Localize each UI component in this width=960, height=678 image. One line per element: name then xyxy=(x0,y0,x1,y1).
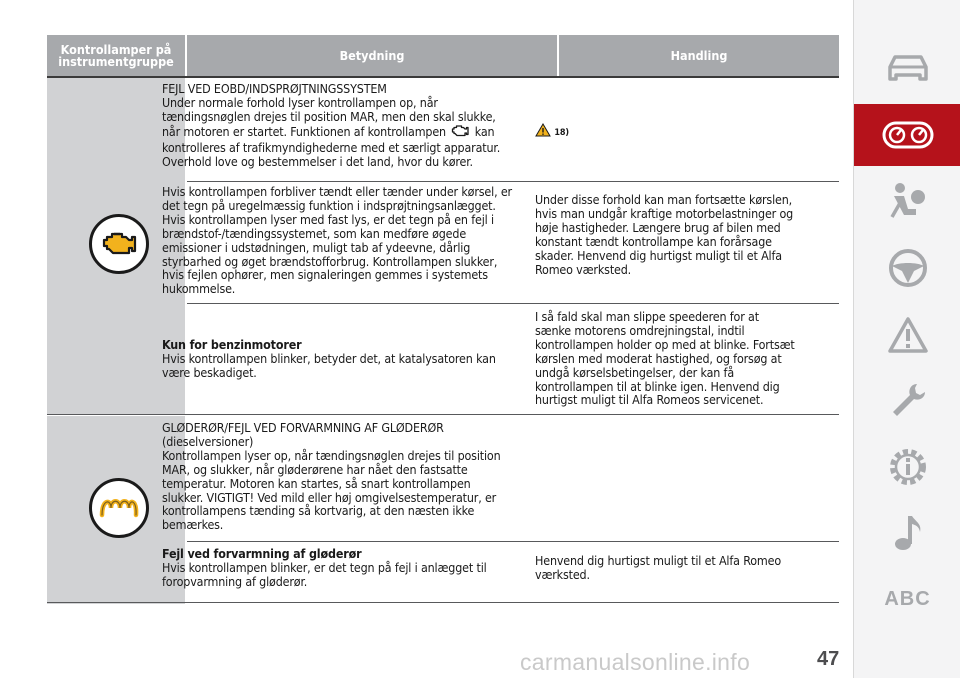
header-warning-lights: Kontrollamper på instrumentgruppe xyxy=(47,35,185,77)
row-divider xyxy=(187,541,839,542)
seat-airbag-icon xyxy=(886,179,930,223)
steering-wheel-icon xyxy=(887,247,929,289)
nav-car[interactable] xyxy=(854,37,960,99)
glow-plug-text: Kontrollampen lyser op, når tændingsnøglen drejes til position MAR, og slukker, når gløderørene har nået den fastsatte temperatur. Motoren kan startes, så snart kontrollampen slukker. VIGTIGT! Ved mild eller høj omgivelsestemperatur, er kontrollampens tænding så kortvarig, at den næsten ikke bemærkes. xyxy=(162,447,501,533)
petrol-blink-description xyxy=(162,338,514,380)
petrol-blink-action: I så fald skal man slippe speederen for at sænke motorens omdrejningstal, indtil kontrollampen holder op med at blinke. Fortsæt kørslen med moderat hastighed, og forsøg at undgå kørselsbetingelser, der kan få kontrollampen til at blinke igen. Henvend dig hurtigst muligt til Alfa Romeos servicenet. xyxy=(535,309,795,408)
music-note-icon xyxy=(890,512,926,554)
eobd-description xyxy=(162,82,514,168)
eobd-action xyxy=(535,123,795,141)
petrol-blink-text: Hvis kontrollampen blinker, betyder det, at katalysatoren kan være beskadiget. xyxy=(162,350,496,380)
glow-plug-description xyxy=(162,421,514,532)
index-abc-label: ABC xyxy=(884,587,931,610)
eobd-title: FEJL VED EOBD/INDSPRØJTNINGSSYSTEM xyxy=(162,81,387,96)
engine-check-inline-icon xyxy=(449,124,471,141)
table-bottom-rule xyxy=(47,602,839,603)
fault-persistent-description: Hvis kontrollampen forbliver tændt eller tænder under kørsel, er det tegn på uregelmæssig funktion i indsprøjtningsanlægget. Hvis kontrollampen lyser med fast lys, er det tegn på en fejl i brændstof-/tændingssystemet, som kan medføre øgede emissioner i udstødningen, muligt tab af ydeevne, dårlig styrbarhed og øget brændstofforbrug. Kontrollampen slukker, hvis fejlen ophører, men signaleringen gemmes i systemets hukommelse. xyxy=(162,184,512,297)
reference-number: 18) xyxy=(554,127,569,138)
nav-multimedia[interactable] xyxy=(854,502,960,564)
fault-persistent-action: Under disse forhold kan man fortsætte kørslen, hvis man undgår kraftige motorbelastninger og høje hastigheder. Længere brug af bilen med konstant tændt kontrollampe kan forårsage skader. Henvend dig hurtigst muligt til et Alfa Romeo værksted. xyxy=(535,192,794,277)
gear-info-icon xyxy=(886,445,930,489)
header-action: Handling xyxy=(559,35,839,77)
glow-plug-icon xyxy=(89,478,149,538)
page-number: 47 xyxy=(817,648,840,670)
nav-index[interactable] xyxy=(854,568,960,630)
glow-plug-fault-label: Fejl ved forvarmning af gløderør xyxy=(162,546,362,561)
warning-triangle-icon xyxy=(535,123,551,140)
car-icon xyxy=(884,51,932,85)
engine-check-icon xyxy=(89,214,149,274)
nav-maintenance[interactable] xyxy=(854,370,960,432)
section-divider xyxy=(47,414,839,415)
nav-dashboard[interactable] xyxy=(854,104,960,166)
chapter-sidebar xyxy=(853,0,960,678)
row-divider xyxy=(187,303,839,304)
watermark: carmanualsonline.info xyxy=(520,649,751,675)
glow-plug-subtitle: (dieselversioner) xyxy=(162,433,254,449)
nav-emergency[interactable] xyxy=(854,304,960,366)
dashboard-gauges-icon xyxy=(881,120,935,150)
glow-plug-title: GLØDERØR/FEJL VED FORVARMNING AF GLØDERØR xyxy=(162,420,444,435)
nav-driving[interactable] xyxy=(854,237,960,299)
wrench-icon xyxy=(887,380,929,422)
nav-safety[interactable] xyxy=(854,170,960,232)
header-rule xyxy=(47,76,839,78)
nav-technical-data[interactable] xyxy=(854,436,960,498)
eobd-text-b: kan kontrolleres af trafikmyndighederne med et særligt apparatur. Overhold love og bestemmelser i det land, hvor du kører. xyxy=(162,123,501,169)
petrol-only-label: Kun for benzinmotorer xyxy=(162,337,302,352)
glow-plug-fault-action: Henvend dig hurtigst muligt til et Alfa Romeo værksted. xyxy=(535,553,782,582)
glow-plug-fault-description xyxy=(162,547,514,589)
header-meaning: Betydning xyxy=(187,35,557,77)
eobd-text-a: Under normale forhold lyser kontrollampen op, når tændingsnøglen drejes til position MAR, men den skal slukke, når motoren er startet. Funktionen af kontrollampen xyxy=(162,94,496,139)
warning-triangle-icon xyxy=(886,315,930,355)
glow-plug-fault-text: Hvis kontrollampen blinker, er det tegn på fejl i anlægget til foropvarmning af gløderør. xyxy=(162,559,487,589)
row-divider xyxy=(187,181,839,182)
